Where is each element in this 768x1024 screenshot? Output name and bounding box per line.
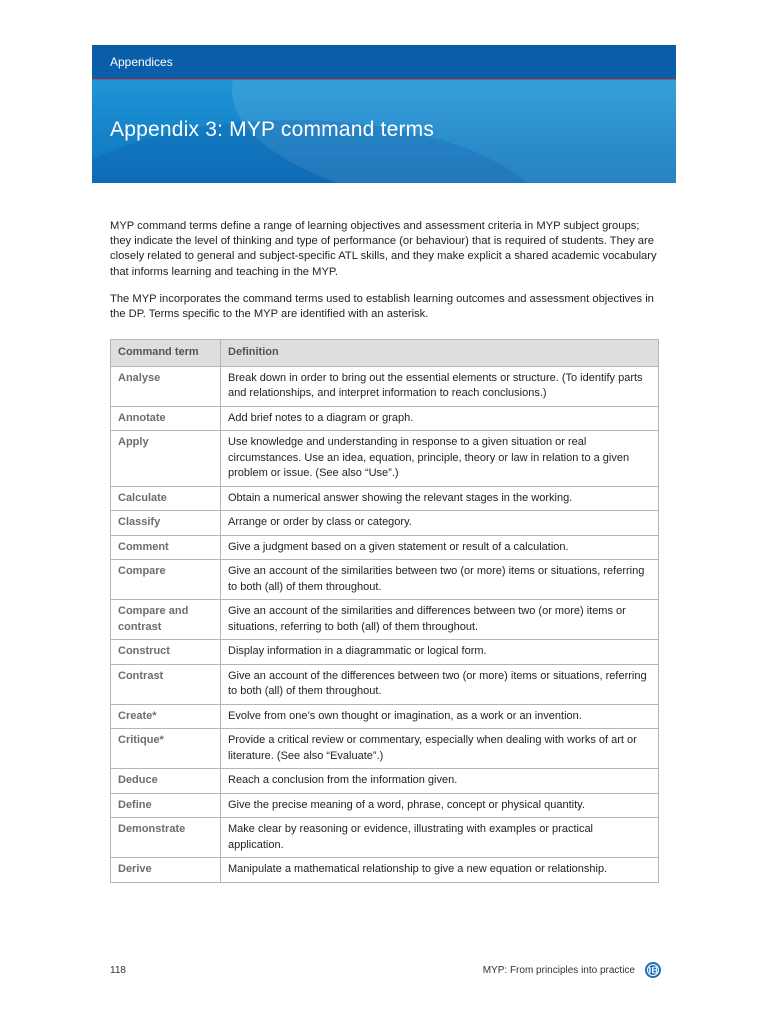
table-row	[111, 535, 659, 560]
column-header-definition: Definition	[221, 340, 659, 367]
definition-cell: Make clear by reasoning or evidence, illustrating with examples or practical application.	[221, 818, 659, 858]
definition-cell: Break down in order to bring out the essential elements or structure. (To identify parts and relationships, and interpret information to reach conclusions.)	[221, 366, 659, 406]
table-row	[111, 729, 659, 769]
definition-cell: Obtain a numerical answer showing the relevant stages in the working.	[221, 486, 659, 511]
table-row	[111, 793, 659, 818]
definition-cell: Add brief notes to a diagram or graph.	[221, 406, 659, 431]
term-cell: Comment	[111, 535, 221, 560]
page-number: 118	[110, 965, 126, 976]
definition-cell: Reach a conclusion from the information given.	[221, 769, 659, 794]
table-row	[111, 560, 659, 600]
term-cell: Annotate	[111, 406, 221, 431]
table-row	[111, 486, 659, 511]
term-cell: Create*	[111, 704, 221, 729]
definition-cell: Use knowledge and understanding in response to a given situation or real circumstances. Use an idea, equation, principle, theory or law in relation to a given problem or issue. (See also “Use”.)	[221, 431, 659, 487]
definition-cell: Display information in a diagrammatic or logical form.	[221, 640, 659, 665]
term-cell: Calculate	[111, 486, 221, 511]
table-row	[111, 431, 659, 487]
section-label: Appendices	[92, 45, 676, 80]
banner-main	[92, 80, 676, 183]
table-row	[111, 664, 659, 704]
definition-cell: Give a judgment based on a given statement or result of a calculation.	[221, 535, 659, 560]
definition-cell: Arrange or order by class or category.	[221, 511, 659, 536]
term-cell: Classify	[111, 511, 221, 536]
term-cell: Analyse	[111, 366, 221, 406]
definition-cell: Manipulate a mathematical relationship to give a new equation or relationship.	[221, 858, 659, 883]
footer-doc-title: MYP: From principles into practice	[482, 965, 635, 976]
term-cell: Compare and contrast	[111, 600, 221, 640]
intro-paragraph-2: The MYP incorporates the command terms used to establish learning outcomes and assessment objectives in the DP. Terms specific to the MYP are identified with an asterisk.	[110, 293, 654, 321]
term-cell: Construct	[111, 640, 221, 665]
table-row	[111, 769, 659, 794]
term-cell: Deduce	[111, 769, 221, 794]
table-row	[111, 818, 659, 858]
term-cell: Derive	[111, 858, 221, 883]
term-cell: Demonstrate	[111, 818, 221, 858]
table-row	[111, 640, 659, 665]
term-cell: Contrast	[111, 664, 221, 704]
column-header-term: Command term	[111, 340, 221, 367]
table-header-row	[111, 340, 659, 367]
term-cell: Compare	[111, 560, 221, 600]
definition-cell: Give an account of the similarities and differences between two (or more) items or situations, referring to both (all) of them throughout.	[221, 600, 659, 640]
table-row	[111, 511, 659, 536]
term-cell: Define	[111, 793, 221, 818]
definition-cell: Provide a critical review or commentary, especially when dealing with works of art or literature. (See also “Evaluate”.)	[221, 729, 659, 769]
term-cell: Apply	[111, 431, 221, 487]
ib-logo-icon	[644, 961, 662, 979]
page-title: Appendix 3: MYP command terms	[110, 118, 435, 141]
intro-paragraph-1: MYP command terms define a range of learning objectives and assessment criteria in MYP subject groups; they indicate the level of thinking and type of performance (or behaviour) that is required of students. They are closely related to general and subject-specific ATL skills, and they make explicit a shared academic vocabulary that informs learning and teaching in the MYP.	[110, 220, 657, 278]
table-row	[111, 858, 659, 883]
page-banner	[92, 45, 676, 183]
command-terms-table	[110, 339, 659, 883]
table-row	[111, 704, 659, 729]
table-row	[111, 366, 659, 406]
term-cell: Critique*	[111, 729, 221, 769]
table-row	[111, 600, 659, 640]
definition-cell: Give an account of the similarities between two (or more) items or situations, referring to both (all) of them throughout.	[221, 560, 659, 600]
definition-cell: Give an account of the differences between two (or more) items or situations, referring to both (all) of them throughout.	[221, 664, 659, 704]
table-row	[111, 406, 659, 431]
definition-cell: Give the precise meaning of a word, phrase, concept or physical quantity.	[221, 793, 659, 818]
definition-cell: Evolve from one’s own thought or imagination, as a work or an invention.	[221, 704, 659, 729]
